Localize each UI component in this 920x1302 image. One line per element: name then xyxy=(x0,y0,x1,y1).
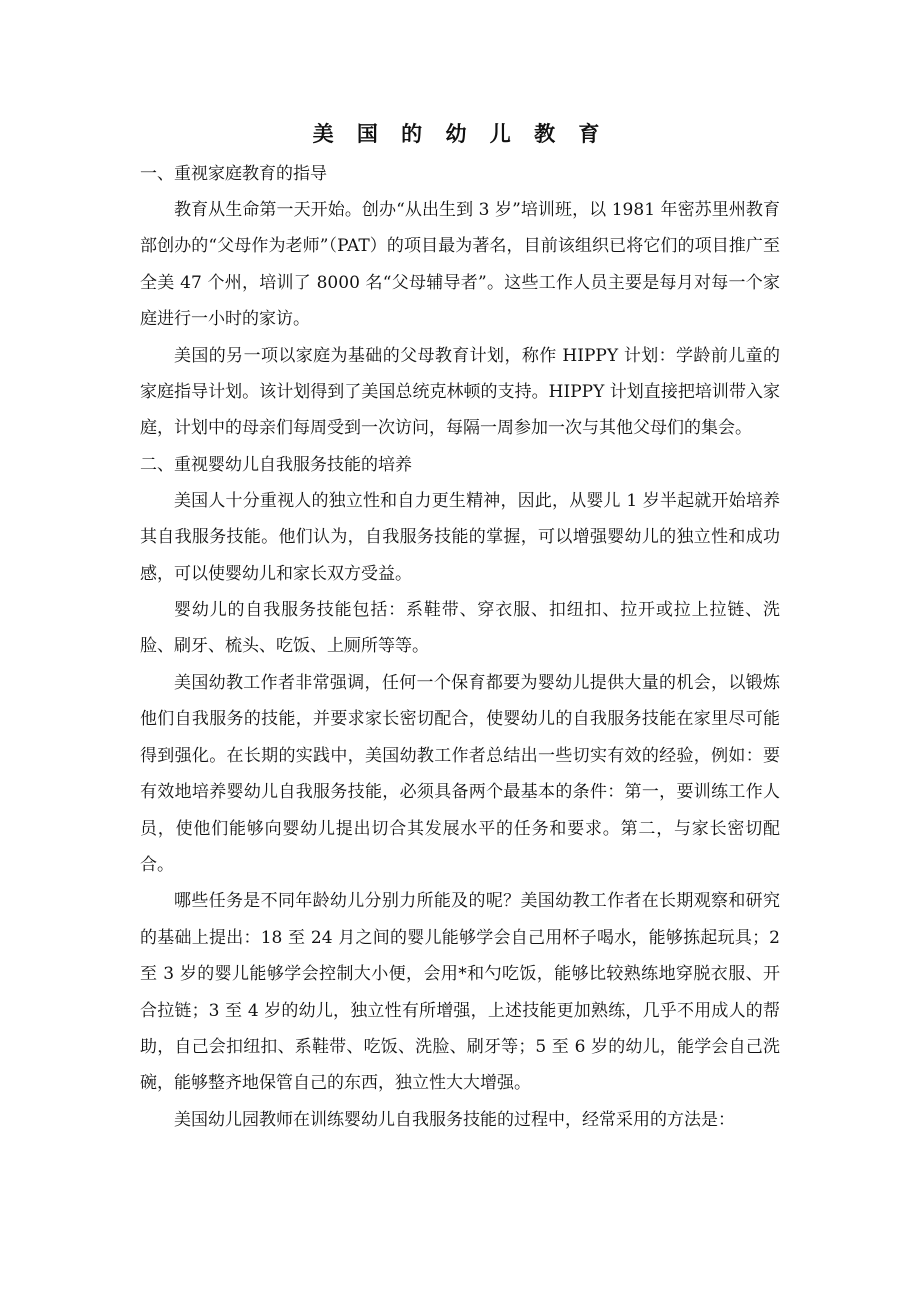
paragraph-5: 美国幼教工作者非常强调，任何一个保育都要为婴幼儿提供大量的机会，以锻炼他们自我服务的技能，并要求家长密切配合，使婴幼儿的自我服务技能在家里尽可能得到强化。在长期的实践中，美国幼教工作者总结出一些切实有效的经验，例如：要有效地培养婴幼儿自我服务技能，必须具备两个最基本的条件：第一，要训练工作人员，使他们能够向婴幼儿提出切合其发展水平的任务和要求。第二，与家长密切配合。 xyxy=(140,672,780,875)
paragraph-3: 美国人十分重视人的独立性和自力更生精神，因此，从婴儿 1 岁半起就开始培养其自我服务技能。他们认为，自我服务技能的掌握，可以增强婴幼儿的独立性和成功感，可以使婴幼儿和家长双方受益。 xyxy=(140,490,780,584)
document-page xyxy=(140,116,780,1138)
section-heading-2: 二、重视婴幼儿自我服务技能的培养 xyxy=(140,454,412,475)
paragraph-1: 教育从生命第一天开始。创办“从出生到 3 岁”培训班，以 1981 年密苏里州教育部创办的“父母作为老师”（PAT）的项目最为著名，目前该组织已将它们的项目推广至全美 47 个州，培训了 8000 名“父母辅导者”。这些工作人员主要是每月对每一个家庭进行一小时的家访。 xyxy=(140,200,780,330)
paragraph-2: 美国的另一项以家庭为基础的父母教育计划，称作 HIPPY 计划：学龄前儿童的家庭指导计划。该计划得到了美国总统克林顿的支持。HIPPY 计划直接把培训带入家庭，计划中的母亲们每周受到一次访问，每隔一周参加一次与其他父母们的集会。 xyxy=(140,345,780,439)
section-heading-1: 一、重视家庭教育的指导 xyxy=(140,164,327,184)
document-title: 美 国 的 幼 儿 教 育 xyxy=(312,121,608,146)
paragraph-4: 婴幼儿的自我服务技能包括：系鞋带、穿衣服、扣纽扣、拉开或拉上拉链、洗脸、刷牙、梳头、吃饭、上厕所等等。 xyxy=(140,600,780,657)
paragraph-7: 美国幼儿园教师在训练婴幼儿自我服务技能的过程中，经常采用的方法是： xyxy=(174,1109,735,1130)
paragraph-6: 哪些任务是不同年龄幼儿分别力所能及的呢？美国幼教工作者在长期观察和研究的基础上提出：18 至 24 月之间的婴儿能够学会自己用杯子喝水，能够拣起玩具；2 至 3 岁的婴儿能够学会控制大小便，会用*和勺吃饭，能够比较熟练地穿脱衣服、开合拉链；3 至 4 岁的幼儿，独立性有所增强，上述技能更加熟练，几乎不用成人的帮助，自己会扣纽扣、系鞋带、吃饭、洗脸、刷牙等；5 至 6 岁的幼儿，能学会自己洗碗，能够整齐地保管自己的东西，独立性大大增强。 xyxy=(140,891,780,1094)
